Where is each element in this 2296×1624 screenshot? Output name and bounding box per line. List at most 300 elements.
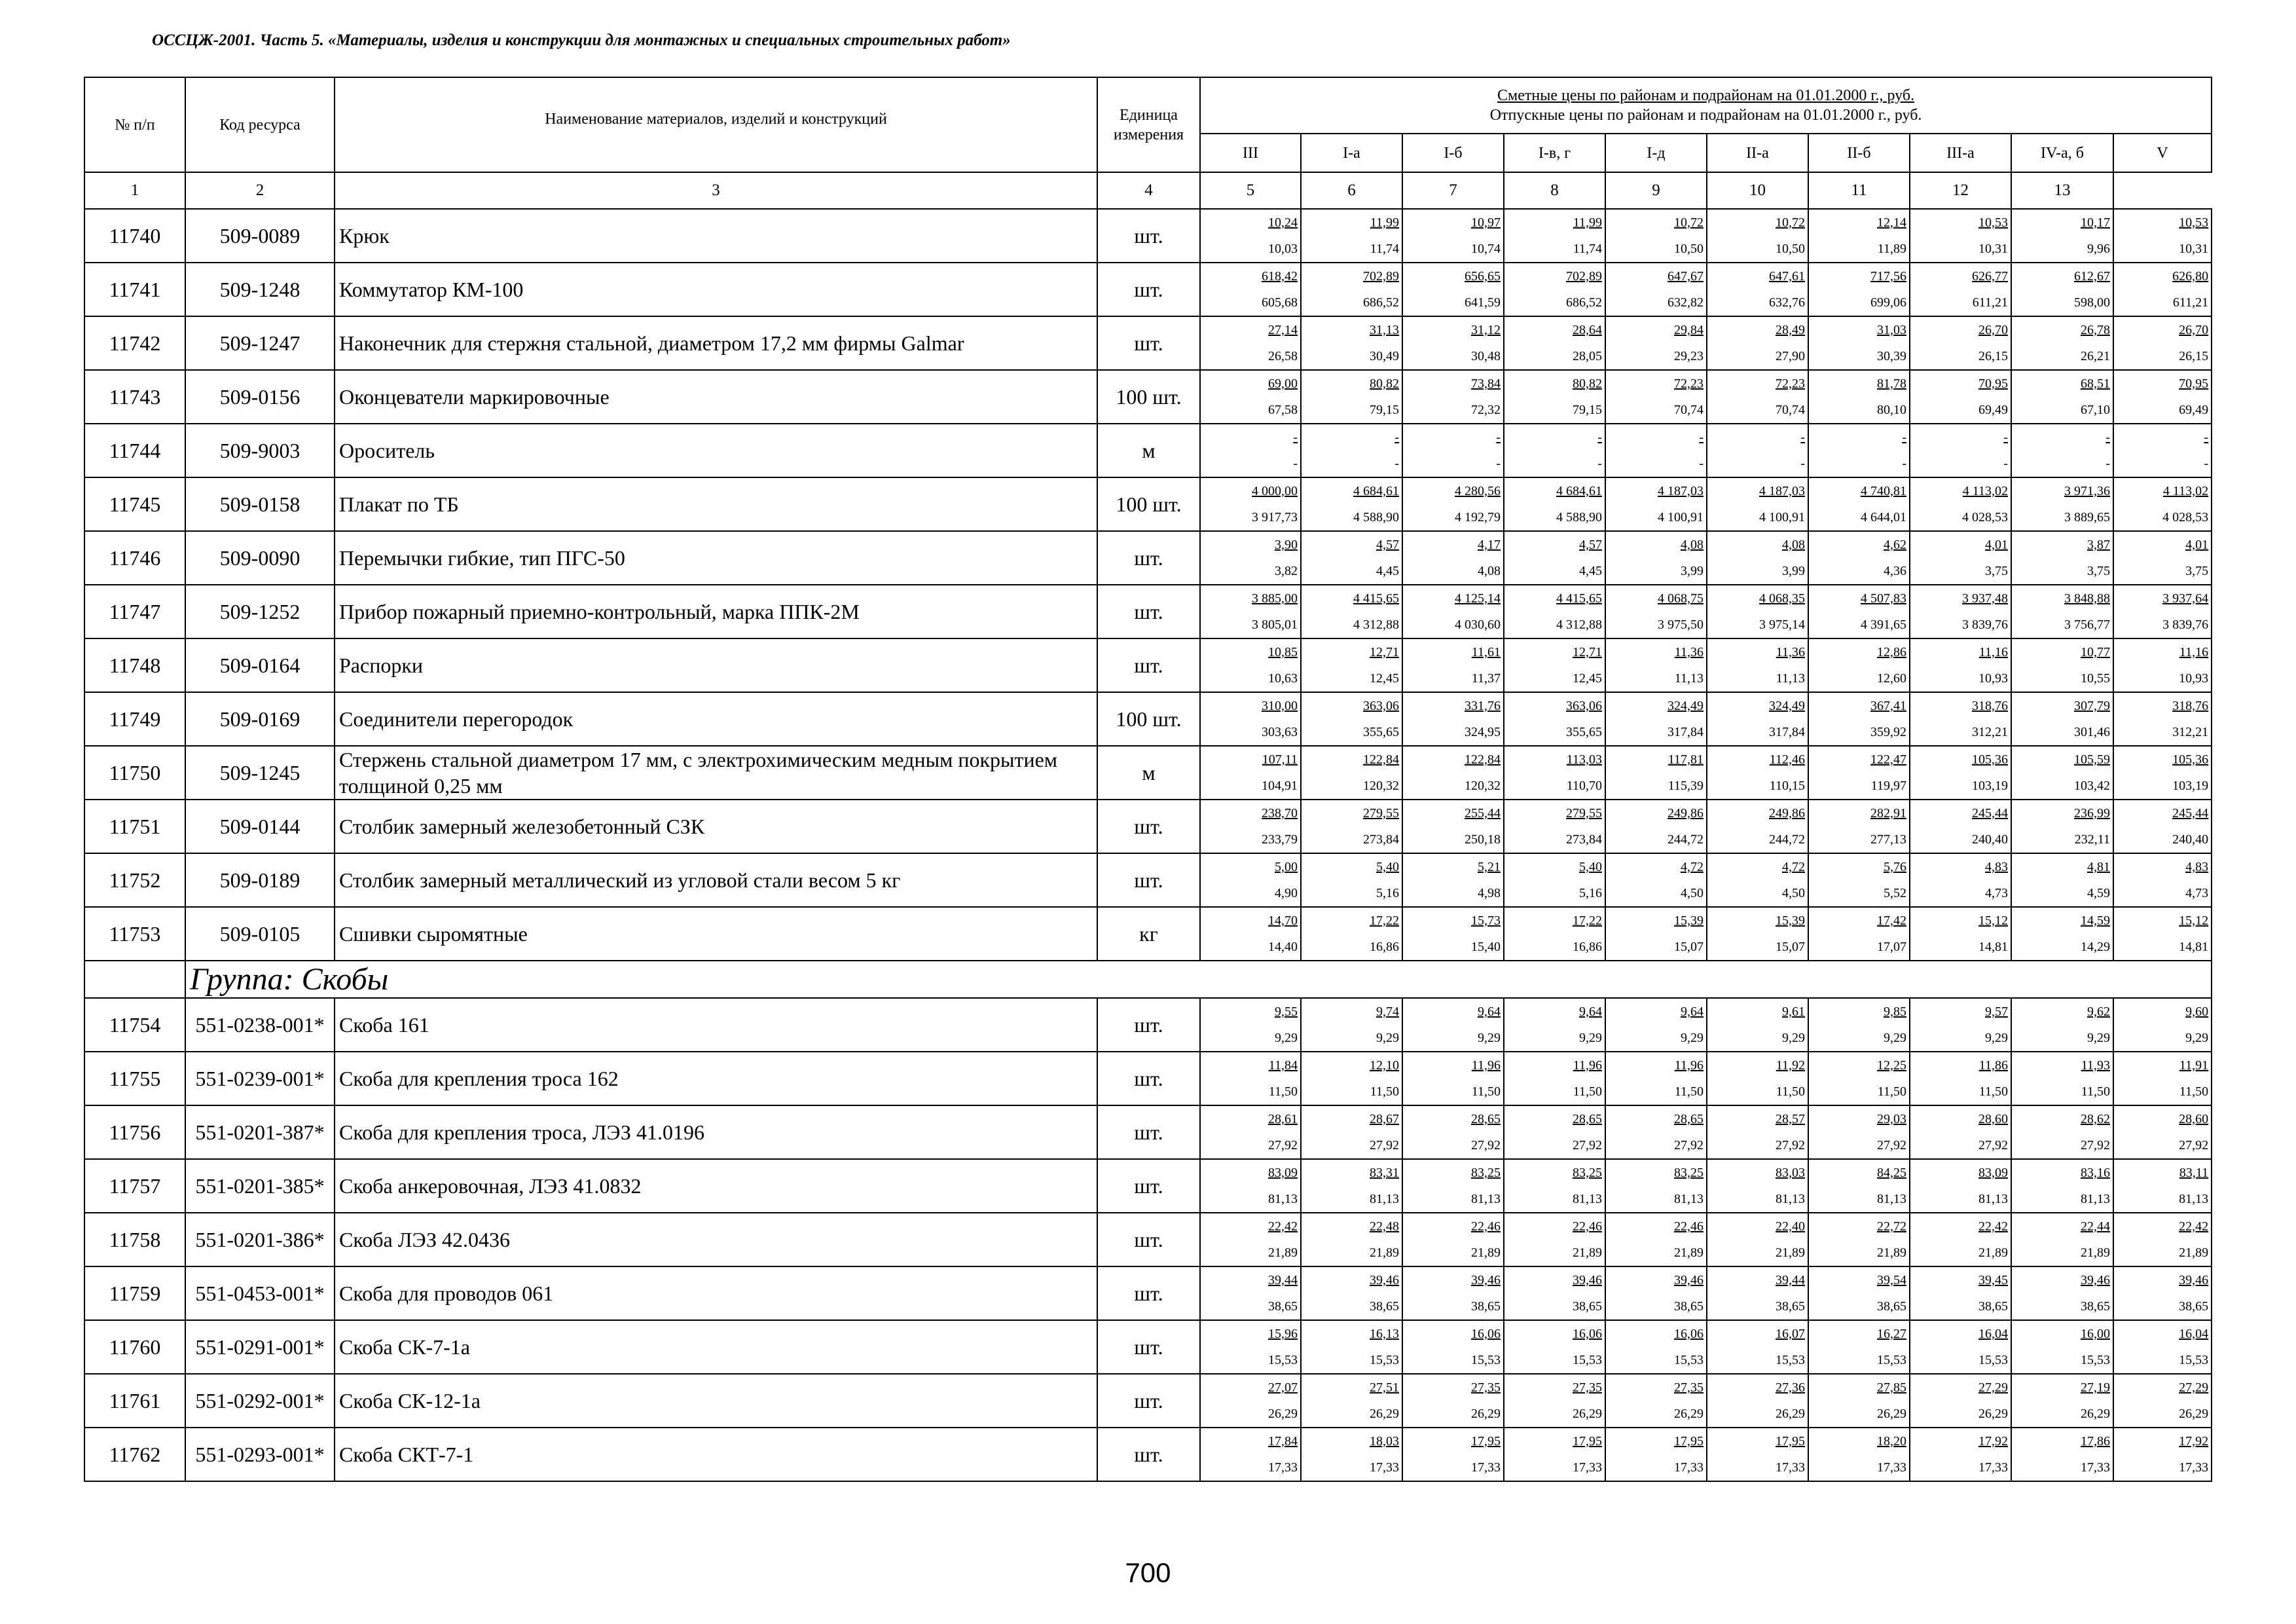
release-price: 3,75 [1985,564,2008,578]
resource-code: 509-1245 [185,746,335,800]
estimate-price: 22,42 [1268,1219,1298,1234]
material-name: Скоба для крепления троса, ЛЭЗ 41.0196 [335,1105,1097,1159]
estimate-price: 28,60 [2179,1112,2209,1126]
estimate-price: 72,23 [1674,377,1704,391]
release-price: - [1699,456,1704,471]
material-name: Сшивки сыромятные [335,907,1097,961]
estimate-price: 4,72 [1681,860,1704,874]
resource-code: 509-0156 [185,370,335,424]
price-cell [2113,1320,2212,1374]
price-cell [1808,531,1910,585]
release-price: 3 975,14 [1759,618,1805,632]
table-row [84,209,2212,263]
price-cell [1707,692,1808,746]
release-price: 30,49 [1370,349,1399,363]
price-cell [1910,1428,2011,1481]
table-row [84,1428,2212,1481]
price-cell [1200,1266,1301,1320]
estimate-price: 4 740,81 [1861,484,1906,498]
column-number: 4 [1097,172,1200,209]
estimate-price: 17,22 [1370,913,1399,928]
price-cell [2113,853,2212,907]
release-price: 81,13 [2179,1192,2209,1206]
price-cell [1200,1320,1301,1374]
price-cell [1402,1213,1504,1266]
estimate-price: 105,36 [1972,752,2008,767]
estimate-price: 4 125,14 [1455,591,1501,606]
price-cell [1504,209,1605,263]
release-price: 9,29 [1579,1031,1602,1045]
release-price: 355,65 [1566,725,1602,739]
material-name: Перемычки гибкие, тип ПГС-50 [335,531,1097,585]
estimate-price: 27,85 [1877,1380,1906,1395]
price-cell [1402,800,1504,853]
measure-unit: м [1097,424,1200,477]
release-price: 359,92 [1870,725,1906,739]
price-cell [1605,800,1707,853]
estimate-price: 4 684,61 [1353,484,1399,498]
material-name: Скоба 161 [335,998,1097,1052]
release-price: 3,99 [1681,564,1704,578]
estimate-price: 31,13 [1370,323,1399,337]
table-row [84,1320,2212,1374]
estimate-price: 318,76 [2172,699,2209,713]
price-cell [1504,800,1605,853]
estimate-price: 16,06 [1573,1327,1602,1341]
release-price: 110,15 [1769,779,1805,793]
release-price: 21,89 [2179,1246,2209,1260]
estimate-price: 3 848,88 [2064,591,2110,606]
price-cell [1504,1266,1605,1320]
estimate-price: 10,97 [1471,215,1501,230]
group-title: Группа: Скобы [185,961,2212,998]
release-price: 4,73 [2185,886,2209,900]
estimate-price: - [1394,430,1399,445]
row-number: 11740 [84,209,185,263]
release-price: 119,97 [1870,779,1906,793]
estimate-price: 4,01 [2185,538,2209,552]
release-price: 4,45 [1376,564,1399,578]
material-name: Плакат по ТБ [335,477,1097,531]
release-price: 4 192,79 [1455,510,1501,525]
price-cell [1402,907,1504,961]
release-price: 80,10 [1877,403,1906,417]
price-cell [1504,477,1605,531]
release-price: 303,63 [1262,725,1298,739]
measure-unit: шт. [1097,1052,1200,1105]
estimate-price: 282,91 [1870,806,1906,821]
price-cell [2011,1428,2113,1481]
price-cell [2011,1159,2113,1213]
price-cell [1910,1320,2011,1374]
price-cell [1707,477,1808,531]
estimate-price: 22,44 [2081,1219,2110,1234]
estimate-price: 117,81 [1667,752,1704,767]
row-number: 11746 [84,531,185,585]
district-header: II-б [1808,134,1910,172]
price-cell [1808,209,1910,263]
estimate-price: 12,71 [1370,645,1399,659]
price-cell [1707,746,1808,800]
estimate-price: 331,76 [1465,699,1501,713]
release-price: 26,29 [1978,1407,2008,1421]
release-price: 3 889,65 [2064,510,2110,525]
measure-unit: шт. [1097,585,1200,638]
price-cell [1707,585,1808,638]
district-header: II-а [1707,134,1808,172]
estimate-price: 11,96 [1471,1058,1501,1073]
measure-unit: шт. [1097,998,1200,1052]
price-cell [2011,1266,2113,1320]
release-price: 4 588,90 [1556,510,1602,525]
col-header-num: № п/п [84,77,185,172]
release-price: 30,48 [1471,349,1501,363]
release-price: 4,59 [2087,886,2110,900]
resource-code: 551-0201-385* [185,1159,335,1213]
row-number: 11758 [84,1213,185,1266]
price-cell [2113,1428,2212,1481]
col-header-name: Наименование материалов, изделий и конструкций [335,77,1097,172]
price-cell [2113,907,2212,961]
price-cell [1301,370,1402,424]
estimate-price: 279,55 [1566,806,1602,821]
estimate-price: 122,47 [1870,752,1906,767]
price-cell [2113,585,2212,638]
estimate-price: 3 885,00 [1252,591,1298,606]
price-cell [1402,1320,1504,1374]
estimate-price: 22,40 [1776,1219,1805,1234]
estimate-price: 3 971,36 [2064,484,2110,498]
estimate-price: 11,99 [1573,215,1602,230]
estimate-price: 16,00 [2081,1327,2110,1341]
release-price: 11,13 [1776,671,1805,686]
price-cell [1301,1213,1402,1266]
district-header: I-в, г [1504,134,1605,172]
release-price: 79,15 [1370,403,1399,417]
price-cell [1402,370,1504,424]
row-number: 11751 [84,800,185,853]
price-cell [1707,1052,1808,1105]
price-cell [1200,1428,1301,1481]
row-number: 11757 [84,1159,185,1213]
release-price: 15,40 [1471,940,1501,954]
price-cell [2011,692,2113,746]
estimate-price: 31,03 [1877,323,1906,337]
release-price: 17,33 [2179,1460,2209,1475]
release-price: 686,52 [1566,295,1602,310]
release-price: 699,06 [1870,295,1906,310]
price-cell [1910,998,2011,1052]
estimate-price: 31,12 [1471,323,1501,337]
estimate-price: 39,46 [1370,1273,1399,1287]
column-number-row [84,172,2212,209]
release-price: 26,29 [1573,1407,1602,1421]
release-price: 277,13 [1870,832,1906,847]
resource-code: 551-0238-001* [185,998,335,1052]
price-cell [1808,638,1910,692]
estimate-price: 83,09 [1268,1166,1298,1180]
estimate-price: 17,86 [2081,1434,2110,1449]
release-price: 27,92 [1268,1138,1298,1153]
release-price: 26,58 [1268,349,1298,363]
price-cell [1200,424,1301,477]
release-price: 3,75 [2185,564,2209,578]
price-cell [1301,316,1402,370]
price-cell [1504,585,1605,638]
estimate-price: 80,82 [1370,377,1399,391]
resource-code: 551-0291-001* [185,1320,335,1374]
price-cell [1402,1266,1504,1320]
estimate-price: 16,06 [1471,1327,1501,1341]
release-price: 28,05 [1573,349,1602,363]
row-number: 11742 [84,316,185,370]
price-cell [1504,998,1605,1052]
release-price: 233,79 [1262,832,1298,847]
estimate-price: 122,84 [1363,752,1399,767]
release-price: - [1800,456,1805,471]
material-name: Скоба для проводов 061 [335,1266,1097,1320]
release-price: 17,33 [2081,1460,2110,1475]
estimate-price: 27,51 [1370,1380,1399,1395]
estimate-price: 16,06 [1674,1327,1704,1341]
estimate-price: 4 280,56 [1455,484,1501,498]
material-name: Скоба СК-7-1а [335,1320,1097,1374]
estimate-price: 22,46 [1471,1219,1501,1234]
price-cell [1200,1105,1301,1159]
estimate-price: 9,74 [1376,1005,1399,1019]
resource-code: 551-0239-001* [185,1052,335,1105]
price-cell [1808,263,1910,316]
price-cell [1605,1320,1707,1374]
district-header: I-д [1605,134,1707,172]
estimate-price: 83,31 [1370,1166,1399,1180]
price-title-estimate: Сметные цены по районам и подрайонам на 01.01.2000 г., руб. [1497,87,1915,104]
estimate-price: 27,35 [1674,1380,1704,1395]
estimate-price: - [1902,430,1906,445]
estimate-price: 3,87 [2087,538,2110,552]
estimate-price: 11,36 [1776,645,1805,659]
district-header: III-а [1910,134,2011,172]
release-price: 4,90 [1275,886,1298,900]
price-cell [1504,1159,1605,1213]
column-number: 13 [2011,172,2113,209]
price-cell [1402,853,1504,907]
price-cell [1707,263,1808,316]
price-cell [1707,1320,1808,1374]
price-cell [1910,1374,2011,1428]
estimate-price: 22,42 [1978,1219,2008,1234]
table-row [84,477,2212,531]
price-cell [1808,1159,1910,1213]
estimate-price: 4,72 [1782,860,1805,874]
release-price: 27,92 [1370,1138,1399,1153]
material-name: Скоба СКТ-7-1 [335,1428,1097,1481]
estimate-price: 238,70 [1262,806,1298,821]
release-price: 16,86 [1370,940,1399,954]
estimate-price: 367,41 [1870,699,1906,713]
release-price: 38,65 [1370,1299,1399,1314]
release-price: 67,10 [2081,403,2110,417]
price-cell [2113,1213,2212,1266]
release-price: 11,50 [1877,1084,1906,1099]
estimate-price: 14,70 [1268,913,1298,928]
price-cell [1504,692,1605,746]
release-price: - [2003,456,2008,471]
estimate-price: - [2003,430,2008,445]
measure-unit: шт. [1097,1105,1200,1159]
estimate-price: 10,85 [1268,645,1298,659]
release-price: 10,31 [2179,242,2209,256]
resource-code: 509-1248 [185,263,335,316]
estimate-price: 16,04 [1978,1327,2008,1341]
price-cell [1707,1266,1808,1320]
price-cell [1707,1159,1808,1213]
release-price: 81,13 [1674,1192,1704,1206]
release-price: 26,21 [2081,349,2110,363]
estimate-price: 626,77 [1972,269,2008,284]
table-row [84,746,2212,800]
measure-unit: шт. [1097,531,1200,585]
release-price: 38,65 [1268,1299,1298,1314]
price-cell [1402,692,1504,746]
price-cell [2113,1105,2212,1159]
estimate-price: 255,44 [1465,806,1501,821]
district-header: IV-а, б [2011,134,2113,172]
estimate-price: 12,14 [1877,215,1906,230]
price-cell [1504,531,1605,585]
release-price: 27,92 [1877,1138,1906,1153]
estimate-price: - [1293,430,1298,445]
measure-unit: шт. [1097,1320,1200,1374]
price-cell [1910,370,2011,424]
price-cell [1402,1428,1504,1481]
column-number: 3 [335,172,1097,209]
material-name: Скоба для крепления троса 162 [335,1052,1097,1105]
estimate-price: 39,44 [1268,1273,1298,1287]
estimate-price: 105,59 [2074,752,2110,767]
price-cell [2011,209,2113,263]
release-price: 324,95 [1465,725,1501,739]
price-cell [1200,1213,1301,1266]
resource-code: 551-0201-387* [185,1105,335,1159]
col-header-unit: Единица измерения [1097,77,1200,172]
price-cell [1605,585,1707,638]
estimate-price: 72,23 [1776,377,1805,391]
price-cell [2011,998,2113,1052]
measure-unit: шт. [1097,209,1200,263]
release-price: 15,07 [1674,940,1704,954]
price-cell [2011,424,2113,477]
estimate-price: 28,62 [2081,1112,2110,1126]
release-price: 4 028,53 [1962,510,2008,525]
price-cell [1200,316,1301,370]
price-cell [1504,316,1605,370]
price-cell [2011,1213,2113,1266]
price-cell [1808,1374,1910,1428]
release-price: 26,29 [1471,1407,1501,1421]
release-price: 17,33 [1370,1460,1399,1475]
release-price: 26,29 [1776,1407,1805,1421]
price-cell [1910,531,2011,585]
estimate-price: 83,25 [1573,1166,1602,1180]
price-cell [1200,477,1301,531]
price-cell [2011,638,2113,692]
estimate-price: 9,55 [1275,1005,1298,1019]
table-body [84,209,2212,1481]
price-cell [1402,638,1504,692]
estimate-price: 3 937,48 [1962,591,2008,606]
estimate-price: 17,95 [1674,1434,1704,1449]
release-price: 21,89 [1370,1246,1399,1260]
release-price: 611,21 [1972,295,2008,310]
release-price: 21,89 [1877,1246,1906,1260]
price-cell [2113,316,2212,370]
estimate-price: 16,13 [1370,1327,1399,1341]
estimate-price: 12,71 [1573,645,1602,659]
estimate-price: - [1699,430,1704,445]
release-price: 244,72 [1667,832,1704,847]
price-cell [1402,998,1504,1052]
price-cell [2113,477,2212,531]
estimate-price: 29,84 [1674,323,1704,337]
material-name: Распорки [335,638,1097,692]
estimate-price: 4 000,00 [1252,484,1298,498]
release-price: 26,29 [1877,1407,1906,1421]
release-price: 15,53 [2179,1353,2209,1367]
release-price: 11,50 [1978,1084,2008,1099]
price-cell [1808,998,1910,1052]
estimate-price: 80,82 [1573,377,1602,391]
release-price: 15,53 [1674,1353,1704,1367]
estimate-price: 17,92 [1978,1434,2008,1449]
price-cell [1402,209,1504,263]
price-cell [2011,1320,2113,1374]
estimate-price: 4,08 [1681,538,1704,552]
resource-code: 509-0164 [185,638,335,692]
release-price: 3 805,01 [1252,618,1298,632]
release-price: 38,65 [1674,1299,1704,1314]
estimate-price: 15,73 [1471,913,1501,928]
estimate-price: 15,39 [1674,913,1704,928]
price-cell [1504,638,1605,692]
estimate-price: 4,57 [1376,538,1399,552]
material-name: Столбик замерный металлический из угловой стали весом 5 кг [335,853,1097,907]
release-price: 27,92 [2081,1138,2110,1153]
resource-code: 509-1252 [185,585,335,638]
estimate-price: 9,64 [1579,1005,1602,1019]
price-cell [1504,1320,1605,1374]
release-price: 120,32 [1363,779,1399,793]
release-price: 21,89 [1978,1246,2008,1260]
release-price: 9,29 [1884,1031,1906,1045]
resource-code: 509-0144 [185,800,335,853]
estimate-price: 16,27 [1877,1327,1906,1341]
price-title-release: Отпускные цены по районам и подрайонам на 01.01.2000 г., руб. [1489,107,1922,124]
estimate-price: 647,67 [1667,269,1704,284]
estimate-price: 11,92 [1776,1058,1805,1073]
release-price: 17,33 [1776,1460,1805,1475]
price-cell [1910,746,2011,800]
table-row [84,638,2212,692]
estimate-price: 4,01 [1985,538,2008,552]
measure-unit: 100 шт. [1097,370,1200,424]
price-cell [1200,907,1301,961]
release-price: 605,68 [1262,295,1298,310]
price-cell [1910,209,2011,263]
estimate-price: 18,20 [1877,1434,1906,1449]
estimate-price: 27,29 [2179,1380,2209,1395]
price-cell [1301,424,1402,477]
